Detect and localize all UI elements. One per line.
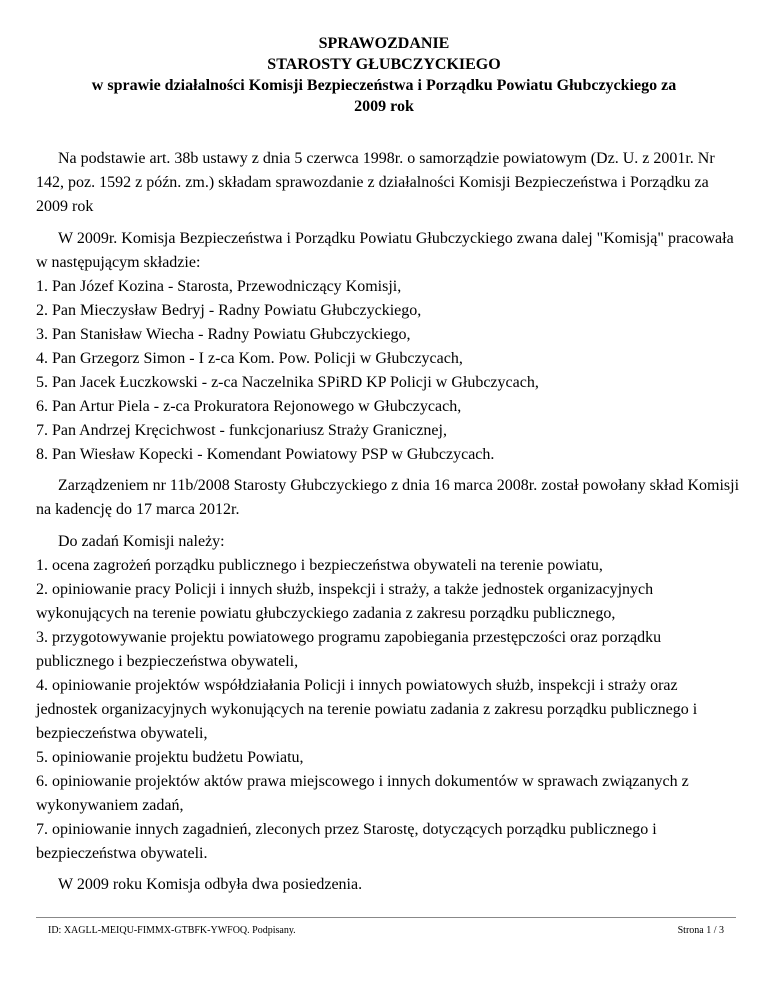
meetings-paragraph: W 2009 roku Komisja odbyła dwa posiedzenia. — [58, 876, 363, 893]
member-item: 5. Pan Jacek Łuczkowski - z-ca Naczelnika SPiRD KP Policji w Głubczycach, — [36, 374, 539, 391]
task-item: 4. opiniowanie projektów współdziałania Policji i innych powiatowych służb, inspekcji i straży oraz jednostek organizacyjnych wykonujących na terenie powiatu zadania z zakresu porządku publicznego i bezpieczeństwa obywateli, — [36, 677, 698, 742]
intro-paragraph: Na podstawie art. 38b ustawy z dnia 5 czerwca 1998r. o samorządzie powiatowym (Dz. U. z 2001r. Nr 142, poz. 1592 z późn. zm.) składam sprawozdanie z działalności Komisji Bezpieczeństwa i Porządku za 2009 rok — [36, 150, 715, 215]
task-item: 5. opiniowanie projektu budżetu Powiatu, — [36, 749, 304, 766]
task-item: 7. opiniowanie innych zagadnień, zleconych przez Starostę, dotyczących porządku publicznego i bezpieczeństwa obywateli. — [36, 821, 657, 862]
task-item: 6. opiniowanie projektów aktów prawa miejscowego i innych dokumentów w sprawach związanych z wykonywaniem zadań, — [36, 773, 689, 814]
member-item: 2. Pan Mieczysław Bedryj - Radny Powiatu Głubczyckiego, — [36, 302, 422, 319]
member-item: 4. Pan Grzegorz Simon - I z-ca Kom. Pow. Policji w Głubczycach, — [36, 350, 463, 367]
title-line-3: w sprawie działalności Komisji Bezpieczeństwa i Porządku Powiatu Głubczyckiego za — [91, 77, 677, 94]
task-item: 3. przygotowywanie projektu powiatowego programu zapobiegania przestępczości oraz porządku publicznego i bezpieczeństwa obywateli, — [36, 629, 662, 670]
document-header — [20, 33, 748, 117]
page-number: Strona 1 / 3 — [677, 925, 724, 936]
tasks-list — [36, 554, 740, 866]
title-line-4: 2009 rok — [354, 98, 414, 115]
tasks-lead: Do zadań Komisji należy: — [58, 533, 225, 550]
document-id: ID: XAGLL-MEIQU-FIMMX-GTBFK-YWFOQ. Podpisany. — [48, 925, 296, 936]
composition-lead: W 2009r. Komisja Bezpieczeństwa i Porządku Powiatu Głubczyckiego zwana dalej "Komisją" pracowała w następującym składzie: — [36, 230, 734, 271]
member-item: 6. Pan Artur Piela - z-ca Prokuratora Rejonowego w Głubczycach, — [36, 398, 462, 415]
document-body — [36, 147, 740, 905]
member-item: 3. Pan Stanisław Wiecha - Radny Powiatu Głubczyckiego, — [36, 326, 411, 343]
task-item: 1. ocena zagrożeń porządku publicznego i bezpieczeństwa obywateli na terenie powiatu, — [36, 557, 603, 574]
member-item: 1. Pan Józef Kozina - Starosta, Przewodniczący Komisji, — [36, 278, 402, 295]
title-line-1: SPRAWOZDANIE — [318, 35, 450, 52]
task-item: 2. opiniowanie pracy Policji i innych służb, inspekcji i straży, a także jednostek organizacyjnych wykonujących na terenie powiatu głubczyckiego zadania z zakresu porządku publicznego, — [36, 581, 654, 622]
title-line-2: STAROSTY GŁUBCZYCKIEGO — [267, 56, 501, 73]
footer-divider — [36, 917, 736, 918]
ordinance-paragraph: Zarządzeniem nr 11b/2008 Starosty Głubczyckiego z dnia 16 marca 2008r. został powołany skład Komisji na kadencję do 17 marca 2012r. — [36, 477, 740, 518]
member-item: 8. Pan Wiesław Kopecki - Komendant Powiatowy PSP w Głubczycach. — [36, 446, 495, 463]
member-item: 7. Pan Andrzej Kręcichwost - funkcjonariusz Straży Granicznej, — [36, 422, 447, 439]
members-list — [36, 275, 740, 467]
